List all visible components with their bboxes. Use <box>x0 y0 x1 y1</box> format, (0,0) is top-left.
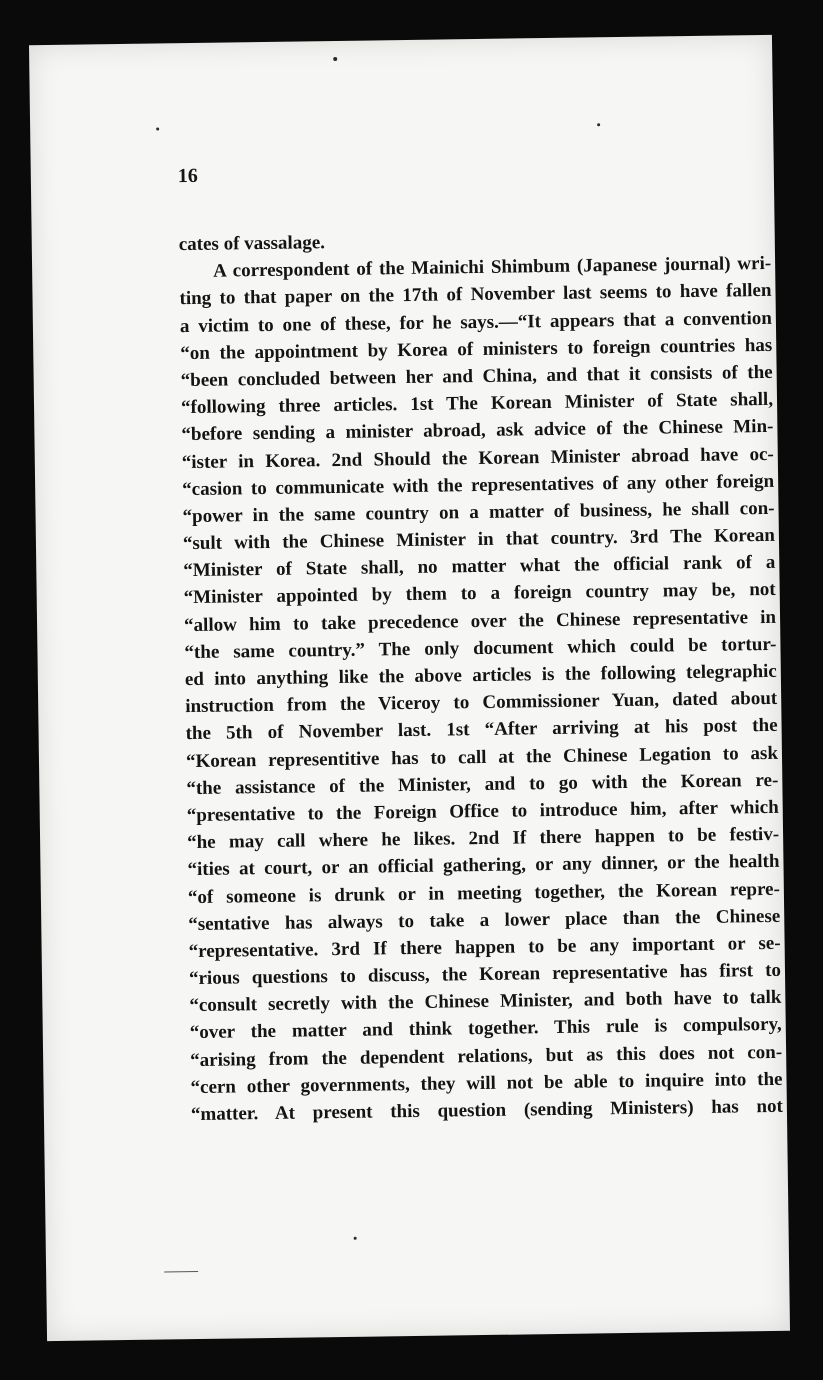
text-line: ting to that paper on the 17th of November last seems to have fallen <box>179 280 772 310</box>
text-line: “presentative to the Foreign Office to introduce him, after which <box>186 796 779 827</box>
text-line: “before sending a minister abroad, ask advice of the Chinese Min- <box>181 416 774 446</box>
text-line: “arising from the dependent relations, but as this does not con- <box>190 1041 783 1071</box>
text-line: “he may call where he likes. 2nd If there happen to be festiv- <box>186 823 780 854</box>
scan-speck <box>333 57 337 61</box>
text-line: the 5th of November last. 1st “After arriving at his post the <box>185 715 778 745</box>
text-line: cates of vassalage. <box>178 232 326 256</box>
page-number: 16 <box>177 164 198 188</box>
text-line: “allow him to take precedence over the Chinese representative in <box>183 606 777 636</box>
text-line: “representative. 3rd If there happen to be any important or se- <box>188 932 781 962</box>
text-line: “Minister of State shall, no matter what the official rank of a <box>183 552 776 582</box>
text-line: “consult secretly with the Chinese Minister, and both have to talk <box>189 987 782 1017</box>
text-line: “over the matter and think together. This rule is compulsory, <box>189 1014 782 1044</box>
scan-mark <box>164 1271 198 1272</box>
text-line: “on the appointment by Korea of ministers to foreign countries has <box>180 334 773 364</box>
text-line: “been concluded between her and China, and that it consists of the <box>180 361 773 392</box>
text-line: “casion to communicate with the representatives of any other foreign <box>182 470 775 500</box>
text-line: ed into anything like the above articles is the following telegraphic <box>184 660 777 691</box>
text-line: “power in the same country on a matter of business, he shall con- <box>182 497 775 528</box>
text-line: “matter. At present this question (sending Ministers) has not <box>190 1095 784 1126</box>
text-line: “the same country.” The only document which could be tortur- <box>184 633 777 663</box>
book-page <box>29 35 790 1341</box>
text-line: “ities at court, or an official gathering, or any dinner, or the health <box>187 851 780 881</box>
scan-speck <box>597 123 600 126</box>
text-line: “sentative has always to take a lower place than the Chinese <box>188 905 781 935</box>
text-line: “Minister appointed by them to a foreign country may be, not <box>183 579 776 609</box>
text-line: “the assistance of the Minister, and to go with the Korean re- <box>186 769 779 799</box>
text-line: a victim to one of these, for he says.—“It appears that a convention <box>179 307 773 337</box>
text-line: “cern other governments, they will not be able to inquire into the <box>190 1068 783 1098</box>
text-line: “rious questions to discuss, the Korean representative has first to <box>188 959 782 990</box>
text-line: “ister in Korea. 2nd Should the Korean Minister abroad have oc- <box>181 443 774 473</box>
text-line: “Korean representitive has to call at the Chinese Legation to ask <box>185 742 779 772</box>
scan-speck <box>354 1237 357 1240</box>
text-line: “of someone is drunk or in meeting together, the Korean repre- <box>187 878 780 908</box>
body-text <box>179 223 783 1128</box>
scan-speck <box>156 127 159 130</box>
text-line: “following three articles. 1st The Korean Minister of State shall, <box>180 389 774 419</box>
text-line: instruction from the Viceroy to Commissioner Yuan, dated about <box>185 688 778 718</box>
text-line: “sult with the Chinese Minister in that country. 3rd The Korean <box>182 524 776 555</box>
text-line: A correspondent of the Mainichi Shimbum (Japanese journal) wri- <box>213 253 772 282</box>
